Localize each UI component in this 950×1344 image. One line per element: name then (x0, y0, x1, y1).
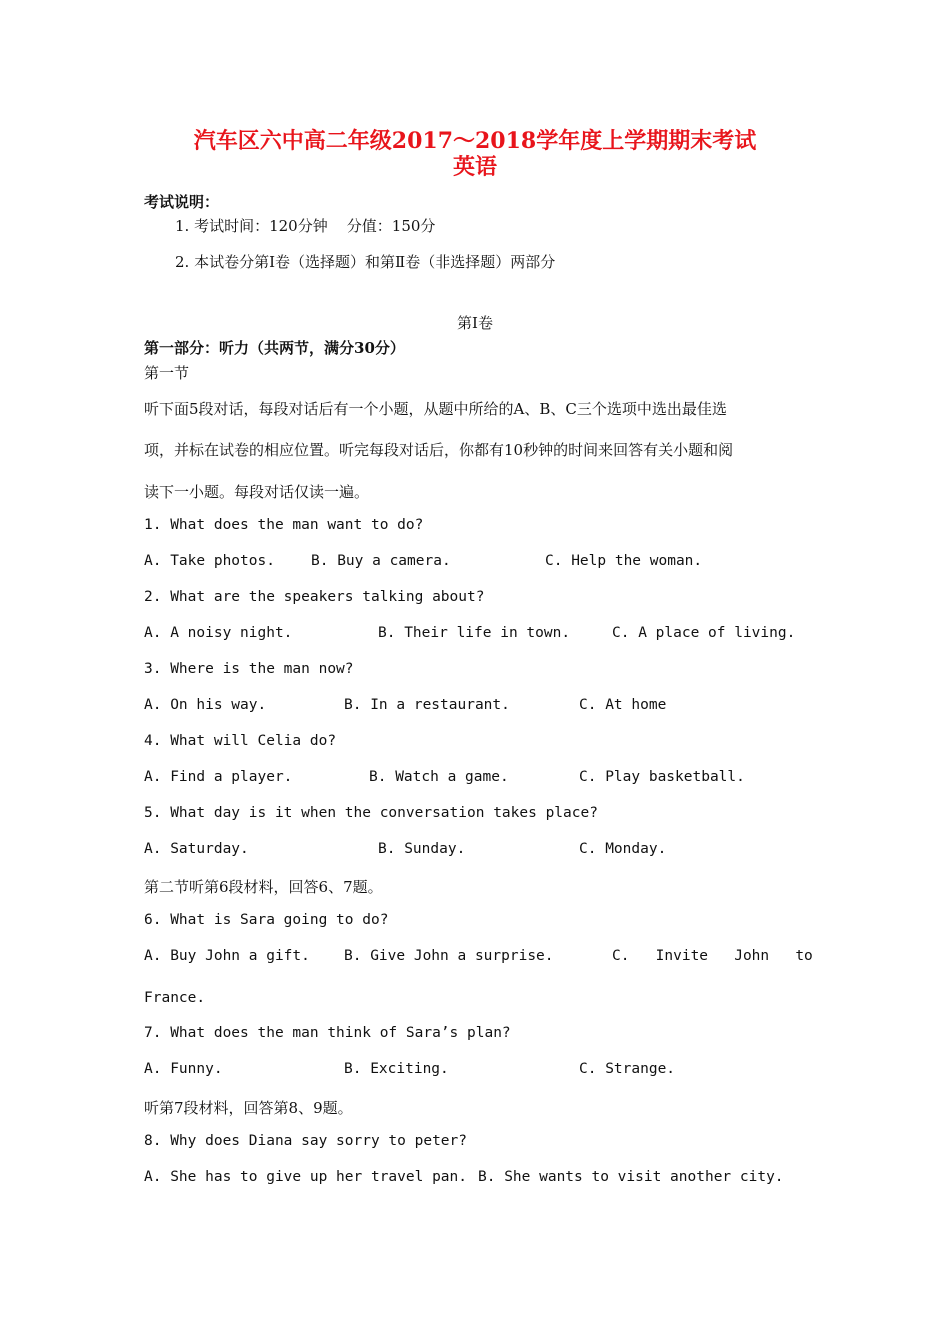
option-c: C. Help the woman. (545, 553, 703, 569)
option-a: A. Buy John a gift. (144, 948, 310, 964)
directions-line: 项，并标在试卷的相应位置。听完每段对话后，你都有10秒钟的时间来回答有关小题和阅 (144, 441, 734, 459)
option-b: B. In a restaurant. (344, 697, 510, 713)
instructions-heading: 考试说明： (144, 193, 220, 211)
option-a: A. On his way. (144, 697, 267, 713)
option-c: C. Monday. (579, 841, 667, 857)
option-b: B. Buy a camera. (311, 553, 451, 569)
option-a: A. Funny. (144, 1061, 223, 1077)
exam-title: 汽车区六中高二年级2017～2018学年度上学期期末考试 (193, 128, 757, 154)
option-b: B. She wants to visit another city. (478, 1169, 784, 1185)
instruction-item-2: 2. 本试卷分第Ⅰ卷（选择题）和第Ⅱ卷（非选择题）两部分 (175, 253, 556, 271)
question-text: 8. Why does Diana say sorry to peter? (144, 1133, 468, 1149)
option-a: A. Take photos. (144, 553, 275, 569)
directions-line: 读下一小题。每段对话仅读一遍。 (144, 483, 370, 501)
option-a: A. She has to give up her travel pan. (144, 1169, 468, 1185)
question-text: 4. What will Celia do? (144, 733, 337, 749)
instruction-item-1: 1. 考试时间：120分钟 分值：150分 (175, 217, 436, 235)
option-c: C. Invite John to (612, 948, 813, 964)
exam-subject: 英语 (452, 154, 497, 180)
directions-line: 听下面5段对话，每段对话后有一个小题，从题中所给的A、B、C三个选项中选出最佳选 (144, 400, 727, 418)
volume-heading: 第Ⅰ卷 (457, 314, 493, 332)
option-a: A. A noisy night. (144, 625, 293, 641)
option-a: A. Find a player. (144, 769, 293, 785)
question-text: 1. What does the man want to do? (144, 517, 424, 533)
option-b: B. Their life in town. (378, 625, 571, 641)
part-heading: 第一部分：听力（共两节，满分30分） (144, 339, 405, 357)
option-c: C. A place of living. (612, 625, 796, 641)
section-heading: 第一节 (144, 364, 190, 382)
section-heading: 听第7段材料，回答第8、9题。 (144, 1099, 353, 1117)
question-text: 5. What day is it when the conversation takes place? (144, 805, 598, 821)
question-text: 2. What are the speakers talking about? (144, 589, 485, 605)
option-b: B. Give John a surprise. (344, 948, 554, 964)
option-c: C. At home (579, 697, 667, 713)
question-text: 7. What does the man think of Sara’s plan? (144, 1025, 511, 1041)
option-b: B. Watch a game. (369, 769, 509, 785)
option-c: C. Strange. (579, 1061, 676, 1077)
option-b: B. Exciting. (344, 1061, 449, 1077)
question-text: 3. Where is the man now? (144, 661, 354, 677)
option-b: B. Sunday. (378, 841, 466, 857)
question-text: 6. What is Sara going to do? (144, 912, 389, 928)
option-c-continued: France. (144, 990, 206, 1006)
option-c: C. Play basketball. (579, 769, 745, 785)
option-a: A. Saturday. (144, 841, 249, 857)
section-heading: 第二节听第6段材料，回答6、7题。 (144, 878, 383, 896)
